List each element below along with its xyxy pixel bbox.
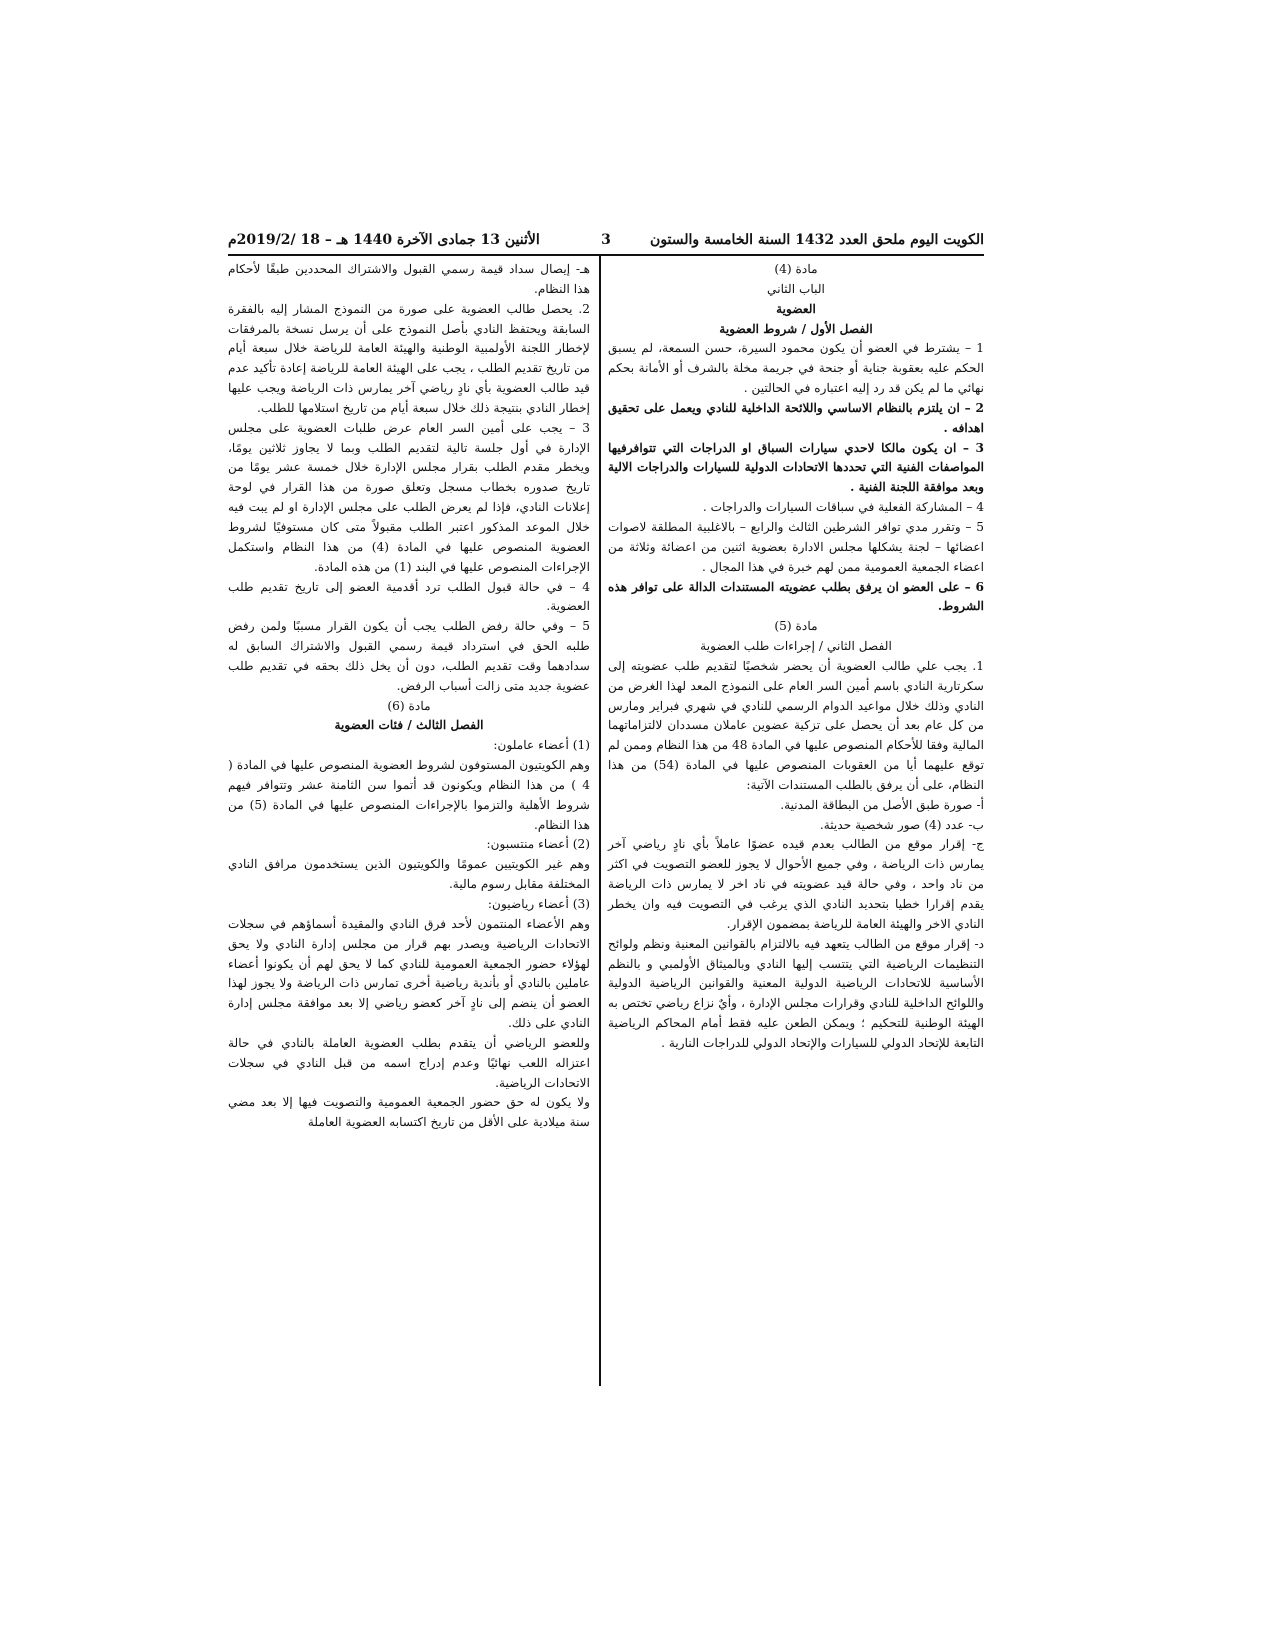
paragraph: 1. يجب علي طالب العضوية أن يحضر شخصيًا لتقديم طلب عضويته إلى سكرتارية النادي باسم أمين السر العام على النموذج المعد لهذا الغرض من النادي وذلك خلال مواعيد الدوام الرسمي للنادي في شهري فبراير ومارس من كل عام بعد أن يحصل على تزكية عضوين عاملان مسددان لالتزاماتهما المالية وفقا للأحكام المنصوص عليها في المادة 48 من هذا النظام وممن لم توقع عليهما أيا من العقوبات المنصوص عليها في المادة (54) من هذا النظام، على أن يرفق بالطلب المستندات الآتية: bbox=[608, 658, 984, 792]
paragraph: (3) أعضاء رياضيون: bbox=[487, 897, 590, 911]
header-rule bbox=[228, 254, 984, 256]
paragraph: 2 – ان يلتزم بالنظام الاساسي واللائحة الداخلية للنادي ويعمل على تحقيق اهدافه . bbox=[608, 400, 984, 435]
section-heading: الفصل الأول / شروط العضوية bbox=[719, 321, 873, 336]
paragraph: وهم الأعضاء المنتمون لأحد فرق النادي والمقيدة أسماؤهم في سجلات الاتحادات الرياضية ويصدر بهم قرار من مجلس إدارة النادي ولا يحق لهؤلاء حضور الجمعية العمومية للنادي كما لا يحق لهم أن يكونوا أعضاء عاملين بالنادي أو بأندية رياضية أخرى تمارس ذات الرياضة ولا يجوز لهذا العضو أن ينضم إلى نادٍ آخر كعضو رياضي إلا بعد موافقة مجلس إدارة النادي على ذلك. bbox=[228, 916, 590, 1031]
section-heading: العضوية bbox=[776, 301, 816, 316]
paragraph: 4 – المشاركة الفعلية في سباقات السيارات والدراجات . bbox=[702, 500, 984, 515]
section-heading: مادة (4) bbox=[774, 262, 818, 276]
paragraph: 1 – يشترط في العضو أن يكون محمود السيرة، حسن السمعة، لم يسبق الحكم عليه بعقوبة جناية أو جنحة في جريمة مخلة بالشرف أو الأمانة بحكم نهائي ما لم يكن قد رد إليه اعتباره في الحالتين . bbox=[608, 341, 984, 396]
paragraph: ج- إقرار موقع من الطالب بعدم قيده عضوًا عاملاً بأي نادٍ رياضي آخر يمارس ذات الرياضة ، وفي جميع الأحوال لا يجوز للعضو التصويت في اكثر من ناد واحد ، وفي حالة قيد عضويته في ناد اخر لا يمارس ذات الرياضة يقدم إقرارا خطيا بتحديد النادي الذي يرغب في التصويت فيه وان يخطر النادي الاخر والهيئة العامة للرياضة بمضمون الإقرار. bbox=[608, 837, 984, 931]
paragraph: 5 – وفي حالة رفض الطلب يجب أن يكون القرار مسببًا ولمن رفض طلبه الحق في استرداد قيمة رسمي القبول والاشتراك السابق له سدادهما وقت تقديم الطلب، دون أن يخل ذلك بحقه في تقديم طلب عضوية جديد متى زالت أسباب الرفض. bbox=[228, 619, 590, 693]
section-heading: الباب الثاني bbox=[767, 281, 825, 296]
paragraph: وهم غير الكويتيين عمومًا والكويتيون الذين يستخدمون مرافق النادي المختلفة مقابل رسوم مالية. bbox=[228, 857, 590, 892]
paragraph: 2. يحصل طالب العضوية على صورة من النموذج المشار إليه بالفقرة السابقة ويحتفظ النادي بأصل النموذج على أن يرسل نسخة بالمرفقات لإخطار اللجنة الأولمبية الوطنية والهيئة العامة للرياضة خلال سبعة أيام من تاريخ تقديم الطلب ، يجب على الهيئة العامة للرياضة إعادة تأكيد عدم قيد طالب العضوية بأي نادٍ رياضي آخر يمارس ذات الرياضة ويجب عليها إخطار النادي بنتيجة ذلك خلال سبعة أيام من تاريخ استلامها للطلب. bbox=[228, 301, 590, 415]
paragraph: د- إقرار موقع من الطالب يتعهد فيه بالالتزام بالقوانين المعنية ونظم ولوائح التنظيمات الرياضية التي يتتسب إليها النادي وبالميثاق الأولمبي و بالنظم الأساسية للاتحادات الرياضية الدولية المعنية والقوانين الرياضية الدولية واللوائح الداخلية للنادي وقرارات مجلس الإدارة ، وأيٌ نزاع رياضي تختص به الهيئة الوطنية للتحكيم ؛ ويمكن الطعن عليه فقط أمام المحاكم الرياضية التابعة للإتحاد الدولي للسيارات والإتحاد الدولي للدراجات النارية . bbox=[608, 936, 984, 1050]
header-date: الأثنين 13 جمادى الآخرة 1440 هـ – 18 /2019/2م bbox=[228, 232, 540, 248]
paragraph: 3 – ان يكون مالكا لاحدي سيارات السباق او الدراجات التي تتوافرفيها المواصفات الفنية التي تحددها الاتحادات الدولية للسيارات والدراجات الالية وبعد موافقة اللجنة الفنية . bbox=[608, 440, 984, 495]
paragraph: أ- صورة طبق الأصل من البطاقة المدنية. bbox=[780, 797, 984, 812]
paragraph: 4 – في حالة قبول الطلب ترد أقدمية العضو إلى تاريخ تقديم طلب العضوية. bbox=[228, 579, 590, 614]
paragraph: 6 – على العضو ان يرفق بطلب عضويته المستندات الدالة على توافر هذه الشروط. bbox=[608, 579, 984, 614]
left-column bbox=[228, 260, 590, 1133]
paragraph: ب- عدد (4) صور شخصية حديثة. bbox=[819, 817, 984, 832]
column-divider bbox=[599, 256, 601, 1386]
header-page-number: 3 bbox=[601, 232, 611, 248]
right-column bbox=[608, 260, 984, 1054]
paragraph: 5 – وتقرر مدي توافر الشرطين الثالث والرابع – بالاغلبية المطلقة لاصوات اعضائها – لجنة يشكلها مجلس الادارة بعضوية اثنين من اعضائة وثلاثة من اعضاء الجمعية العمومية ممن لهم خبرة في هذا المجال . bbox=[608, 519, 984, 574]
section-heading: مادة (5) bbox=[774, 619, 818, 634]
header-newspaper-issue: الكويت اليوم ملحق العدد 1432 السنة الخامسة والستون bbox=[650, 232, 984, 248]
section-heading: الفصل الثالث / فئات العضوية bbox=[334, 718, 484, 733]
section-heading: الفصل الثاني / إجراءات طلب العضوية bbox=[700, 639, 892, 654]
paragraph: هـ- إيصال سداد قيمة رسمي القبول والاشتراك المحددين طبقًا لأحكام هذا النظام. bbox=[228, 262, 590, 296]
paragraph: (2) أعضاء منتسبون: bbox=[486, 837, 590, 852]
paragraph: وهم الكويتيون المستوفون لشروط العضوية المنصوص عليها في المادة ( 4 ) من هذا النظام ويكونون قد أتموا سن الثامنة عشر وتتوافر فيهم شروط الأهلية والتزموا بالإجراءات المنصوص عليها في المادة (5) من هذا النظام. bbox=[228, 758, 590, 832]
paragraph: ولا يكون له حق حضور الجمعية العمومية والتصويت فيها إلا بعد مضي سنة ميلادية على الأقل من تاريخ اكتسابه العضوية العاملة bbox=[228, 1095, 590, 1130]
paragraph: وللعضو الرياضي أن يتقدم بطلب العضوية العاملة بالنادي في حالة اعتزاله اللعب نهائيًا وعدم إدراج اسمه من قبل النادي في سجلات الاتحادات الرياضية. bbox=[228, 1035, 590, 1090]
page-header bbox=[228, 232, 984, 252]
paragraph: (1) أعضاء عاملون: bbox=[493, 738, 590, 753]
paragraph: 3 – يجب على أمين السر العام عرض طلبات العضوية على مجلس الإدارة في أول جلسة تالية لتقديم الطلب وبما لا يجاوز ثلاثين يومًا، ويخطر مقدم الطلب بقرار مجلس الإدارة خلال خمسة عشر يومًا من تاريخ صدوره بخطاب مسجل وتعلق صورة من هذا القرار في لوحة إعلانات النادي، فإذا لم يعرض الطلب على مجلس الإدارة او لم يبت فيه خلال الموعد المذكور اعتبر الطلب مقبولاً متى كان مستوفيًا لشروط العضوية المنصوص عليها في المادة (4) من هذا النظام واستكمل الإجراءات المنصوص عليها في البند (1) من هذه المادة. bbox=[228, 420, 591, 574]
section-heading: مادة (6) bbox=[387, 698, 431, 713]
